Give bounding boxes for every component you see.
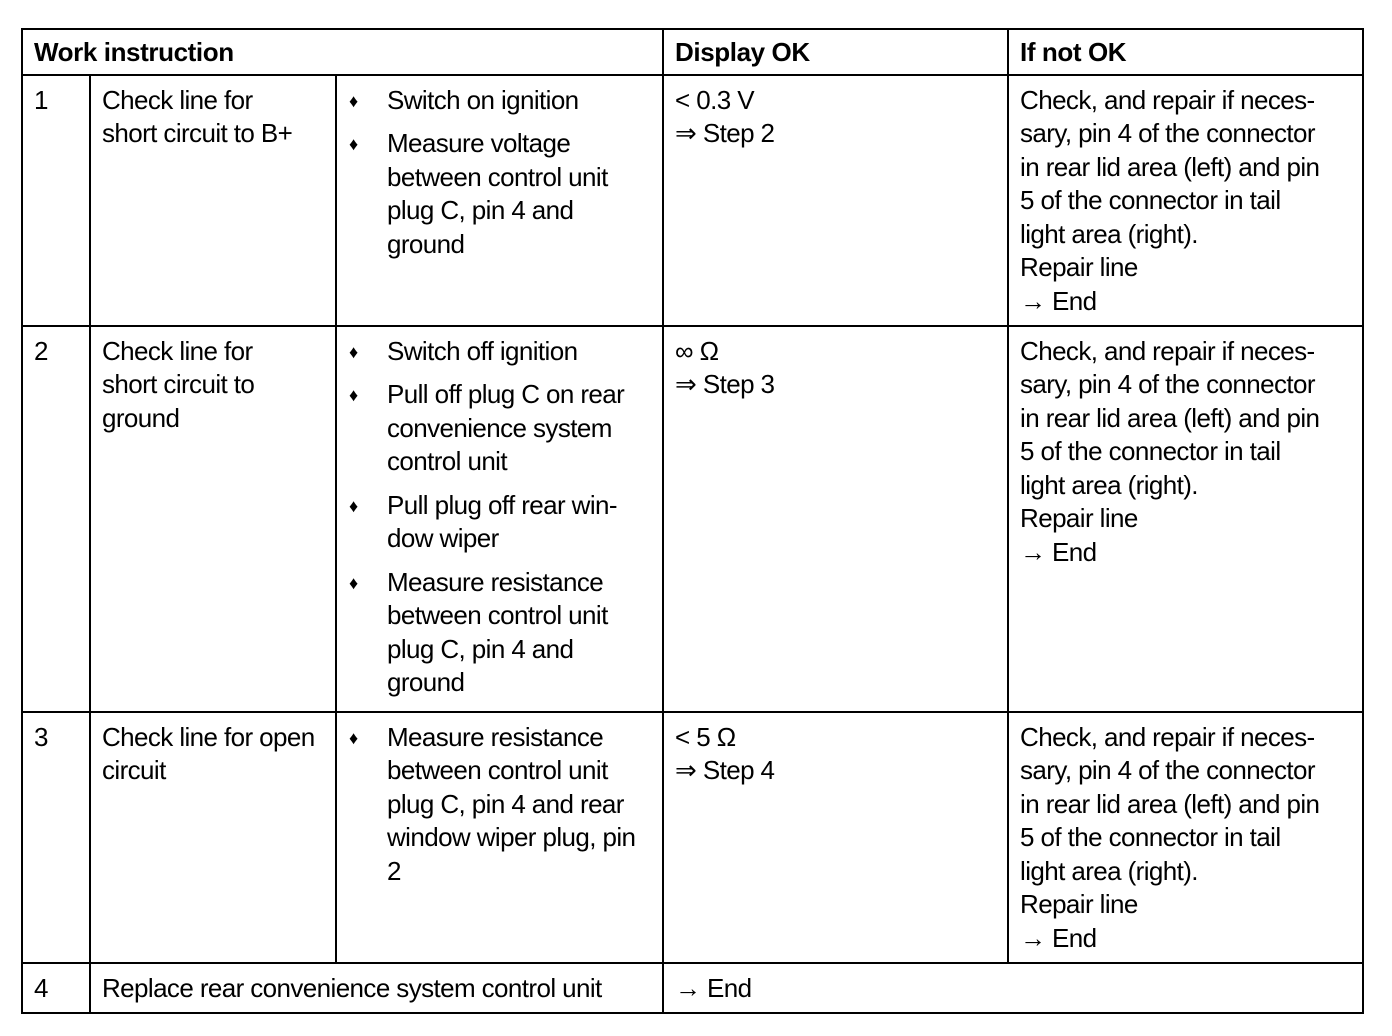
not-ok-line: → End [1020, 285, 1097, 316]
display-next-step: ⇒ Step 4 [675, 755, 775, 785]
display-ok-cell [663, 712, 1008, 963]
diamond-bullet-icon: ♦ [349, 385, 358, 405]
step-line: Switch on ignition [387, 84, 579, 115]
check-line: Check line for [102, 84, 253, 115]
diamond-bullet-icon: ♦ [349, 341, 358, 362]
step-line: window wiper plug, pin [387, 822, 636, 852]
not-ok-line: light area (right). [1020, 855, 1198, 886]
step-number: 3 [22, 712, 90, 963]
action-steps [336, 326, 663, 712]
step-line: plug C, pin 4 and rear [387, 788, 624, 819]
list-item [348, 335, 652, 369]
header-work-instruction: Work instruction [22, 29, 663, 75]
action-steps [336, 712, 663, 963]
step-line: between control unit [387, 161, 608, 192]
step-line: 2 [387, 855, 401, 886]
list-item [348, 84, 652, 118]
check-description [90, 712, 336, 963]
not-ok-line: in rear lid area (left) and pin [1020, 151, 1320, 182]
check-description [90, 326, 336, 712]
work-instruction-table [21, 28, 1364, 1014]
action-steps [336, 75, 663, 326]
check-line: circuit [102, 755, 166, 785]
step-line: Pull plug off rear win- [387, 489, 617, 520]
display-value: < 0.3 V [675, 84, 754, 115]
diamond-bullet-icon: ♦ [349, 495, 358, 516]
step-number: 2 [22, 326, 90, 712]
display-ok-cell [663, 326, 1008, 712]
display-value: < 5 Ω [675, 721, 736, 752]
list-item [348, 566, 652, 700]
list-item [348, 489, 652, 556]
step-line: plug C, pin 4 and [387, 633, 574, 664]
diamond-bullet-icon: ♦ [349, 572, 358, 593]
display-value: ∞ Ω [675, 335, 719, 366]
table-row [22, 963, 1363, 1013]
table-row [22, 712, 1363, 963]
not-ok-line: 5 of the connector in tail [1020, 436, 1281, 466]
display-next-step: ⇒ Step 2 [675, 118, 775, 148]
list-item [348, 127, 652, 261]
not-ok-line: 5 of the connector in tail [1020, 185, 1281, 215]
if-not-ok-cell [1008, 712, 1363, 963]
table-row [22, 326, 1363, 712]
list-item [348, 378, 652, 479]
step-line: ground [387, 667, 465, 697]
check-line: ground [102, 402, 180, 433]
check-line: short circuit to B+ [102, 118, 293, 148]
display-ok-cell [663, 75, 1008, 326]
not-ok-line: Check, and repair if neces- [1020, 84, 1315, 115]
step-number: 4 [22, 963, 90, 1013]
header-display-ok: Display OK [663, 29, 1008, 75]
step-line: Measure voltage [387, 128, 571, 158]
not-ok-line: in rear lid area (left) and pin [1020, 788, 1320, 819]
step-line: between control unit [387, 600, 608, 630]
display-ok-cell: → End [663, 963, 1363, 1013]
display-next-step: ⇒ Step 3 [675, 369, 775, 399]
check-line: short circuit to [102, 369, 255, 399]
if-not-ok-cell [1008, 75, 1363, 326]
header-row [22, 29, 1363, 75]
not-ok-line: sary, pin 4 of the connector [1020, 118, 1315, 148]
not-ok-line: → End [1020, 536, 1097, 567]
step-number: 1 [22, 75, 90, 326]
diamond-bullet-icon: ♦ [349, 134, 358, 154]
not-ok-line: sary, pin 4 of the connector [1020, 755, 1315, 785]
not-ok-line: 5 of the connector in tail [1020, 822, 1281, 852]
step-line: between control unit [387, 755, 608, 785]
not-ok-line: sary, pin 4 of the connector [1020, 369, 1315, 399]
step-line: Switch off ignition [387, 335, 578, 366]
step-line: plug C, pin 4 and [387, 195, 574, 225]
not-ok-line: → End [1020, 922, 1097, 953]
step-line: ground [387, 228, 465, 259]
step-line: control unit [387, 446, 507, 476]
not-ok-line: light area (right). [1020, 218, 1198, 249]
step-line: Measure resistance [387, 721, 604, 752]
check-line: Check line for open [102, 721, 315, 752]
not-ok-line: light area (right). [1020, 469, 1198, 500]
diamond-bullet-icon: ♦ [349, 727, 358, 748]
check-line: Check line for [102, 335, 253, 366]
step-line: dow wiper [387, 523, 499, 553]
step-line: Pull off plug C on rear [387, 379, 625, 409]
list-item [348, 721, 652, 889]
diamond-bullet-icon: ♦ [349, 90, 358, 111]
table-row [22, 75, 1363, 326]
not-ok-line: in rear lid area (left) and pin [1020, 402, 1320, 433]
check-description [90, 75, 336, 326]
step-line: convenience system [387, 412, 612, 443]
header-if-not-ok: If not OK [1008, 29, 1363, 75]
not-ok-line: Check, and repair if neces- [1020, 721, 1315, 752]
replace-instruction: Replace rear convenience system control unit [90, 963, 663, 1013]
not-ok-line: Repair line [1020, 889, 1138, 919]
not-ok-line: Repair line [1020, 252, 1138, 282]
not-ok-line: Check, and repair if neces- [1020, 335, 1315, 366]
step-line: Measure resistance [387, 566, 604, 597]
not-ok-line: Repair line [1020, 503, 1138, 533]
if-not-ok-cell [1008, 326, 1363, 712]
